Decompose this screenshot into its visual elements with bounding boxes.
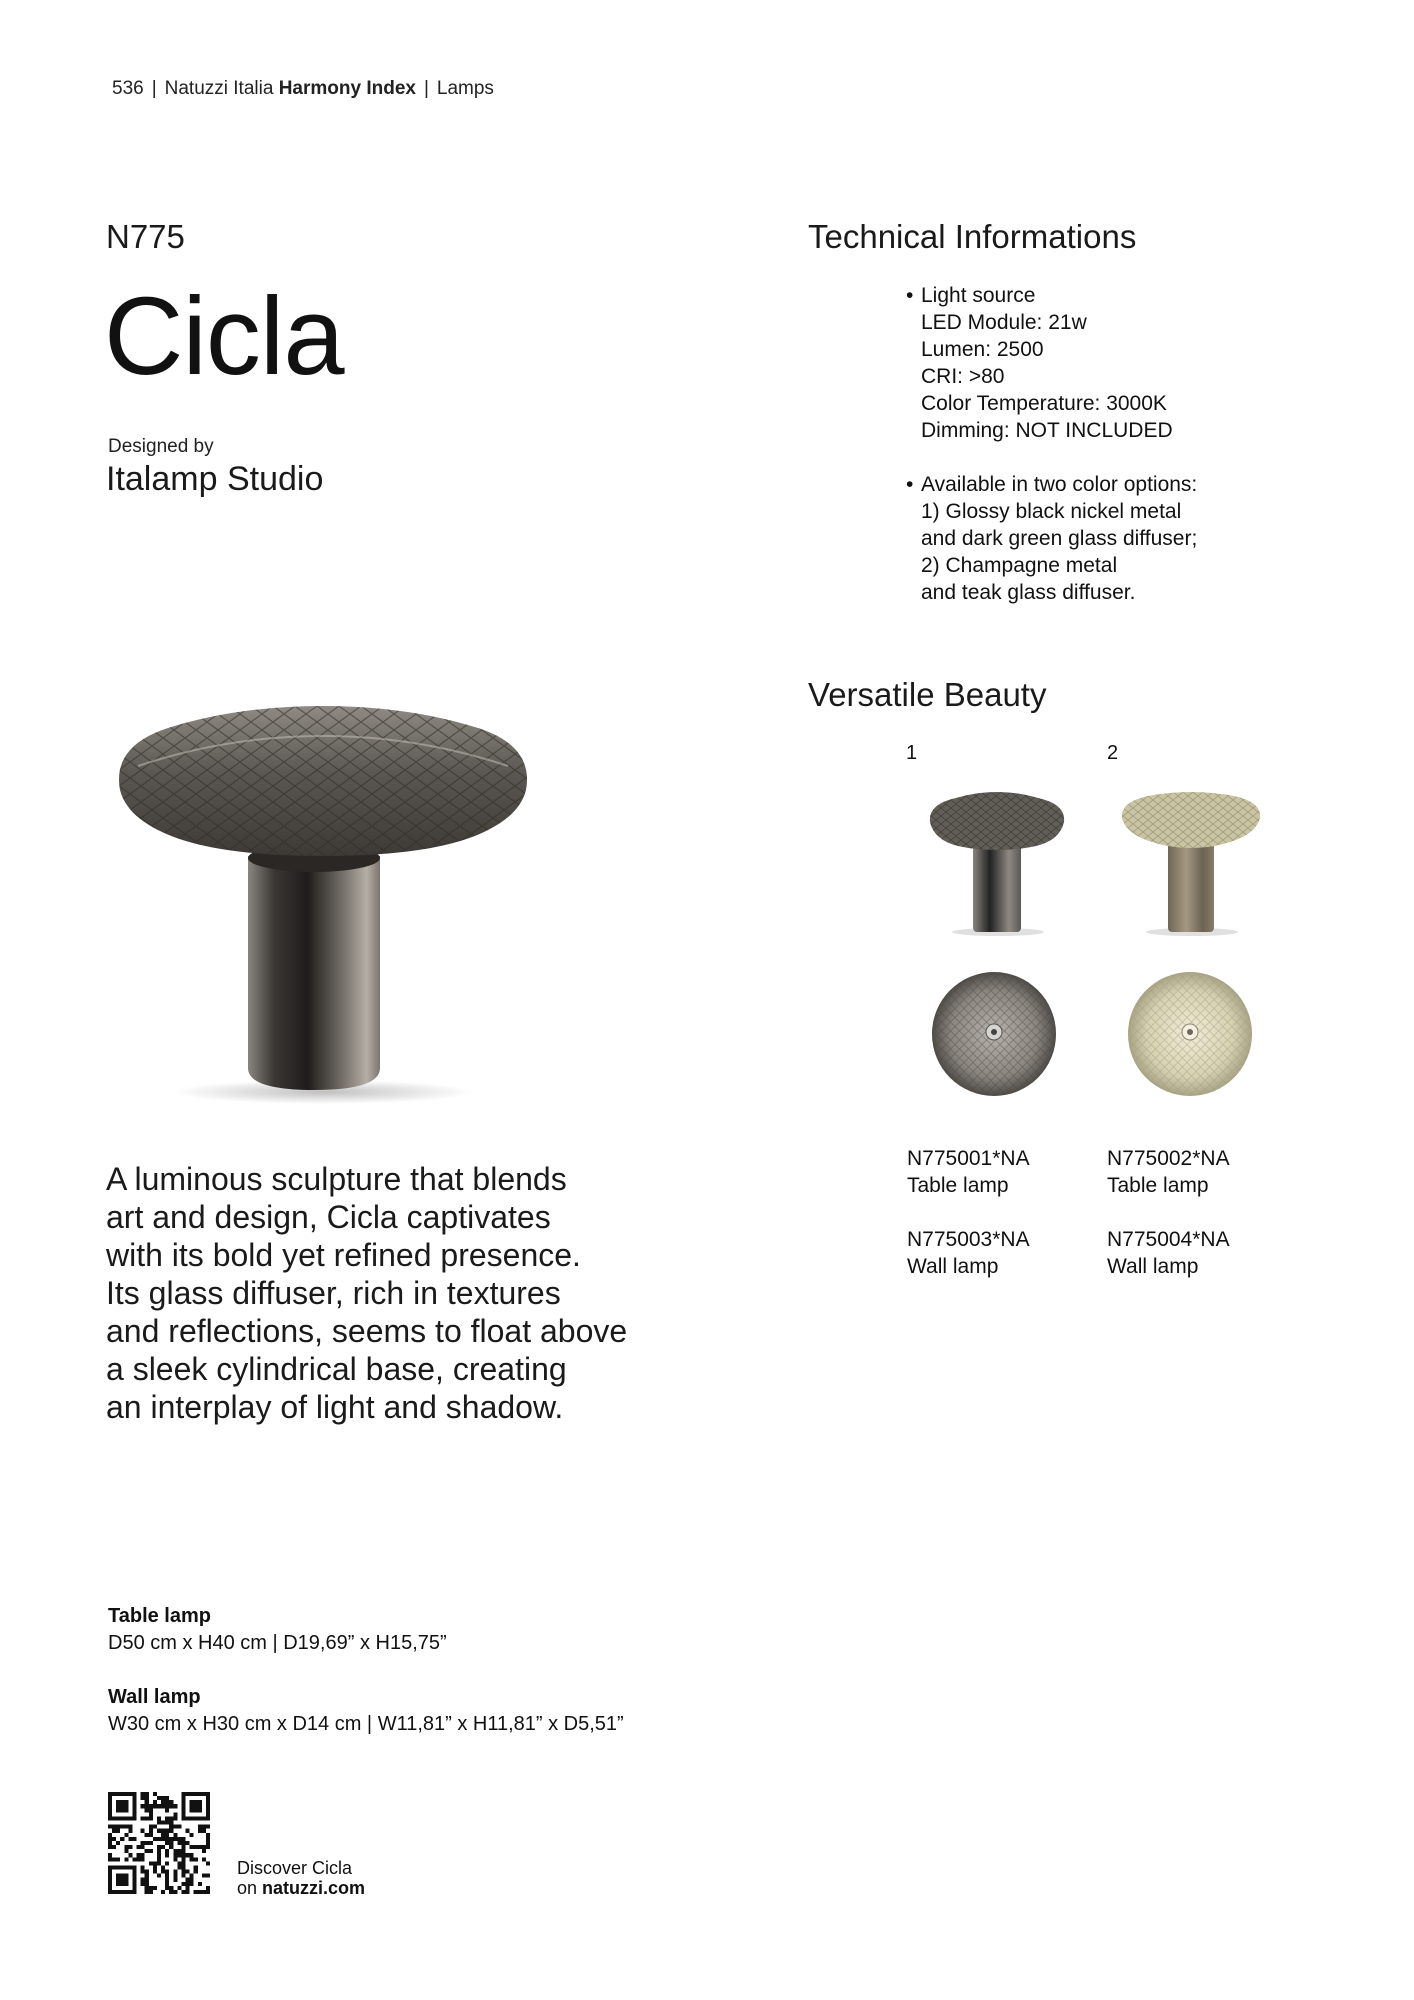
product-code-item — [907, 1226, 1030, 1280]
index-name: Harmony Index — [278, 78, 416, 99]
product-type-text: Table lamp — [1107, 1174, 1209, 1197]
product-title: Cicla — [104, 275, 344, 398]
spec-line: and dark green glass diffuser; — [921, 527, 1198, 550]
spec-line: Color Temperature: 3000K — [921, 392, 1167, 415]
wall-lamp-dim-value: W30 cm x H30 cm x D14 cm | W11,81” x H11,81” x D5,51” — [108, 1713, 624, 1735]
product-code-text: N775004*NA — [1107, 1228, 1230, 1251]
product-type-text: Wall lamp — [907, 1255, 999, 1278]
bullet-dot: • — [906, 473, 914, 496]
light-source-spec — [906, 282, 1173, 444]
description-line: with its bold yet refined presence. — [106, 1237, 581, 1273]
spec-line: Available in two color options: — [921, 473, 1198, 496]
running-header: 536 | Natuzzi Italia Harmony Index | Lamps — [112, 78, 494, 99]
spec-line: Lumen: 2500 — [921, 338, 1044, 361]
qr-code[interactable] — [108, 1792, 210, 1894]
page-number: 536 — [112, 78, 144, 99]
spec-line: Dimming: NOT INCLUDED — [921, 419, 1173, 442]
color-options-spec — [906, 471, 1197, 606]
spec-line: LED Module: 21w — [921, 311, 1087, 334]
description-line: Its glass diffuser, rich in textures — [106, 1275, 561, 1311]
discover-text: Discover Cicla — [237, 1858, 353, 1878]
website-text: natuzzi.com — [262, 1878, 366, 1898]
variant-1-wall-lamp-image — [928, 968, 1060, 1100]
table-lamp-dim-label: Table lamp — [108, 1605, 211, 1627]
product-code-text: N775001*NA — [907, 1147, 1030, 1170]
description-line: art and design, Cicla captivates — [106, 1199, 551, 1235]
designer-name: Italamp Studio — [106, 460, 324, 498]
section-name: Lamps — [436, 78, 494, 99]
wall-lamp-dim-label: Wall lamp — [108, 1686, 201, 1708]
product-type-text: Wall lamp — [1107, 1255, 1199, 1278]
bullet-dot: • — [906, 284, 914, 307]
table-lamp-dim-value: D50 cm x H40 cm | D19,69” x H15,75” — [108, 1632, 447, 1654]
product-code-item — [1107, 1145, 1230, 1199]
variant-1-table-lamp-image — [926, 792, 1068, 938]
versatile-heading: Versatile Beauty — [808, 676, 1047, 713]
product-code-item — [907, 1145, 1030, 1199]
product-code-text: N775003*NA — [907, 1228, 1030, 1251]
spec-line: 1) Glossy black nickel metal — [921, 500, 1182, 523]
variant-2-wall-lamp-image — [1124, 968, 1256, 1100]
product-type-text: Table lamp — [907, 1174, 1009, 1197]
spec-line: CRI: >80 — [921, 365, 1005, 388]
product-description — [106, 1160, 706, 1426]
description-line: and reflections, seems to float above — [106, 1313, 628, 1349]
spec-line: Light source — [921, 284, 1036, 307]
description-line: a sleek cylindrical base, creating — [106, 1351, 567, 1387]
product-code: N775 — [106, 218, 185, 255]
main-lamp-image — [108, 706, 538, 1106]
product-code-text: N775002*NA — [1107, 1147, 1230, 1170]
description-line: A luminous sculpture that blends — [106, 1161, 567, 1197]
technical-heading: Technical Informations — [808, 218, 1137, 255]
variant-number-2: 2 — [1107, 742, 1119, 764]
description-line: an interplay of light and shadow. — [106, 1389, 564, 1425]
variant-2-table-lamp-image — [1118, 792, 1264, 938]
discover-on-text: on — [237, 1878, 258, 1898]
spec-line: and teak glass diffuser. — [921, 581, 1136, 604]
designed-by-label: Designed by — [108, 436, 214, 457]
product-code-item — [1107, 1226, 1230, 1280]
spec-line: 2) Champagne metal — [921, 554, 1118, 577]
discover-link[interactable] — [237, 1858, 365, 1898]
brand-name: Natuzzi Italia — [164, 78, 274, 99]
variant-number-1: 1 — [906, 742, 918, 764]
